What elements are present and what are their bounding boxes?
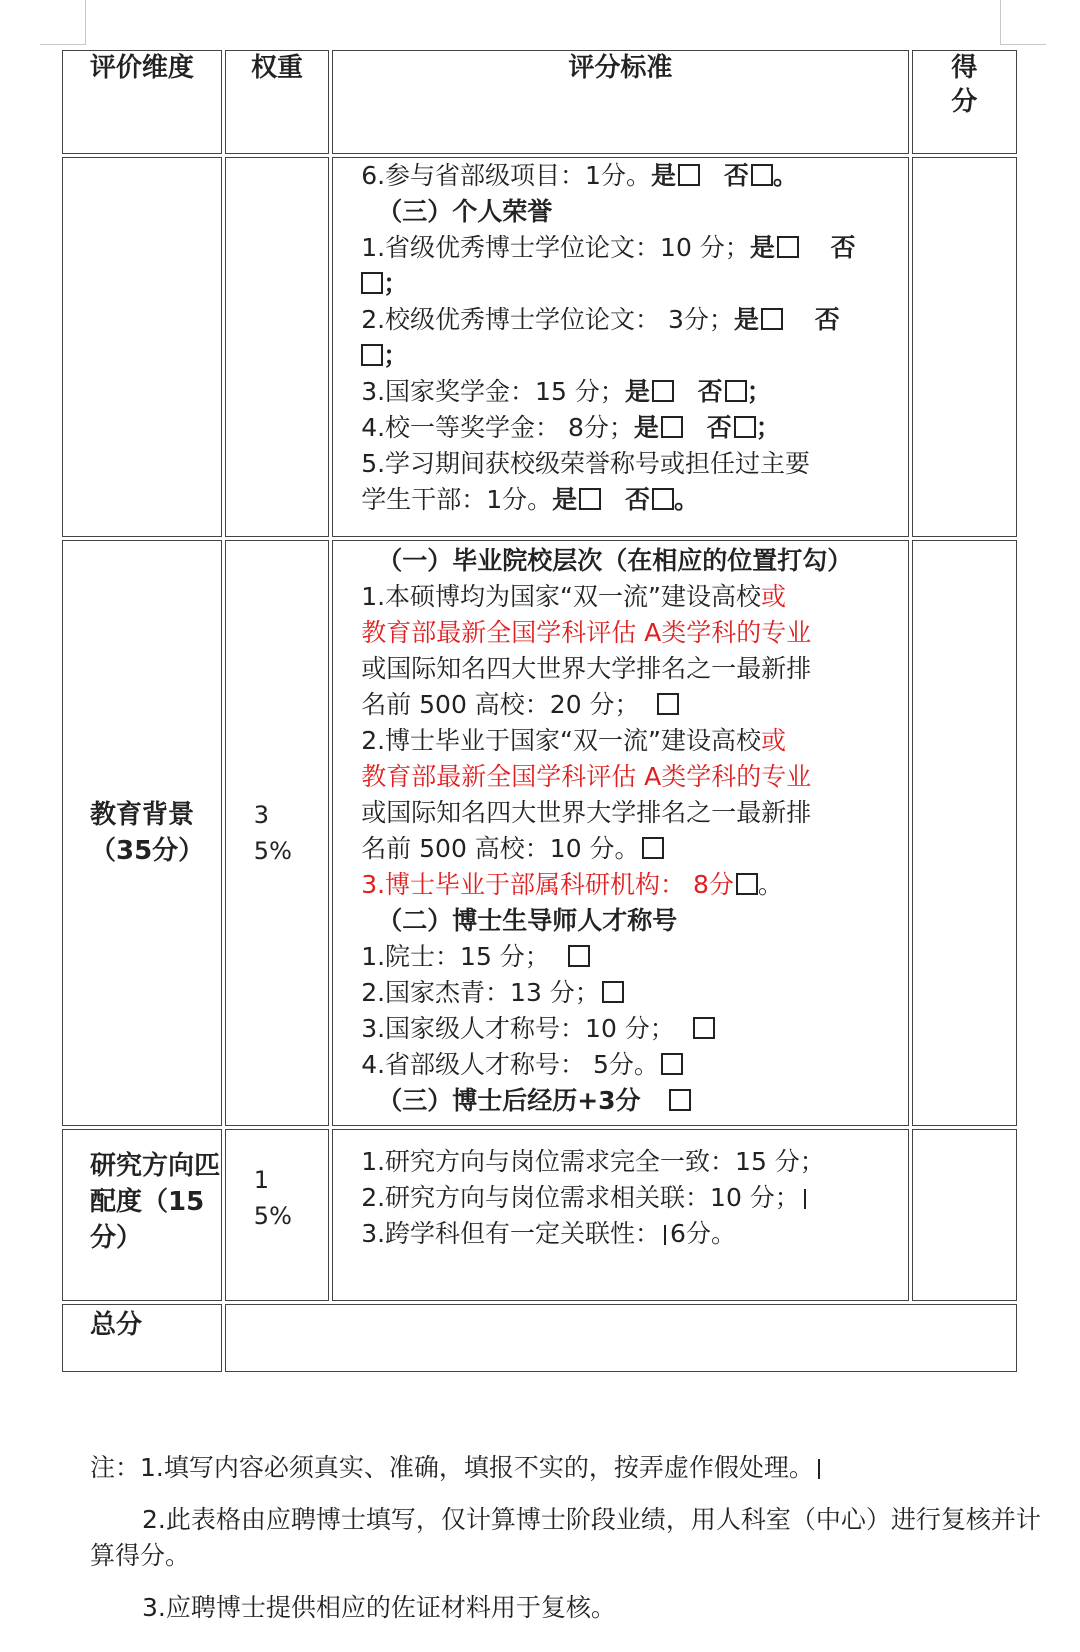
section-heading: （二）博士生导师人才称号 — [377, 906, 678, 935]
table-row-honors — [62, 157, 1017, 537]
weight-cell-education: 35% — [225, 540, 329, 1126]
header-weight: 权重 — [225, 50, 329, 154]
criteria-line: 3.跨学科但有一定关联性： 6分。 — [361, 1219, 736, 1248]
dimension-cell-research: 研究方向匹配度（15分） — [62, 1129, 222, 1301]
criteria-line: 3.博士毕业于部属科研机构： 8分 。 — [361, 870, 783, 899]
criteria-line: 名前 500 高校：10 分。 — [361, 831, 893, 867]
checkbox[interactable] — [734, 416, 756, 438]
criteria-line: ； — [361, 338, 893, 374]
note-1: 注：1.填写内容必须真实、准确，填报不实的，按弄虚作假处理。 — [90, 1450, 1050, 1486]
criteria-line: 或国际知名四大世界大学排名之一最新排 — [361, 654, 812, 683]
crop-mark-right — [1000, 0, 1046, 45]
header-score: 得分 — [912, 50, 1017, 154]
criteria-cell-research — [332, 1129, 908, 1301]
criteria-line: 或国际知名四大世界大学排名之一最新排 — [361, 798, 812, 827]
score-cell[interactable] — [912, 540, 1017, 1126]
checkbox[interactable] — [661, 416, 683, 438]
checkbox[interactable] — [602, 981, 624, 1003]
checkbox[interactable] — [361, 344, 383, 366]
header-criteria: 评分标准 — [332, 50, 908, 154]
criteria-line: 4.校一等奖学金： 8分；是 否 ； — [361, 413, 781, 442]
total-score-cell[interactable] — [225, 1304, 1017, 1372]
criteria-line: 教育部最新全国学科评估 A类学科的专业 — [361, 618, 812, 647]
weight-cell-research: 15% — [225, 1129, 329, 1301]
table-row-research — [62, 1129, 1017, 1301]
cursor-mark — [664, 1225, 666, 1245]
table-row-education — [62, 540, 1017, 1126]
note-3: 3.应聘博士提供相应的佐证材料用于复核。 — [142, 1593, 616, 1622]
evaluation-table — [59, 47, 1020, 1375]
checkbox[interactable] — [579, 488, 601, 510]
section-heading: （一）毕业院校层次（在相应的位置打勾） — [377, 546, 853, 575]
criteria-line: 2.校级优秀博士学位论文： 3分；是 否 — [361, 305, 840, 334]
checkbox[interactable] — [661, 1053, 683, 1075]
criteria-line: 1.省级优秀博士学位论文：10 分；是 否 — [361, 233, 856, 262]
section-heading: （三）个人荣誉 — [377, 197, 553, 226]
checkbox[interactable] — [568, 945, 590, 967]
criteria-line: 2.博士毕业于国家“双一流”建设高校或 — [361, 726, 786, 755]
criteria-line: 2.研究方向与岗位需求相关联：10 分； — [361, 1180, 893, 1216]
criteria-line: 4.省部级人才称号： 5分。 — [361, 1047, 893, 1083]
criteria-line: 1.研究方向与岗位需求完全一致：15 分； — [361, 1147, 825, 1176]
cursor-mark — [804, 1189, 806, 1209]
criteria-line: 3.国家级人才称号：10 分； — [361, 1011, 893, 1047]
criteria-line: 2.国家杰青：13 分； — [361, 975, 893, 1011]
score-cell[interactable] — [912, 157, 1017, 537]
checkbox[interactable] — [725, 380, 747, 402]
criteria-line: ； — [361, 266, 893, 302]
checkbox[interactable] — [751, 164, 773, 186]
checkbox[interactable] — [693, 1017, 715, 1039]
checkbox[interactable] — [669, 1089, 691, 1111]
checkbox[interactable] — [361, 272, 383, 294]
criteria-line: 教育部最新全国学科评估 A类学科的专业 — [361, 762, 812, 791]
checkbox[interactable] — [736, 873, 758, 895]
criteria-line: 1.院士：15 分； — [361, 939, 893, 975]
dimension-cell-empty — [62, 157, 222, 537]
score-cell[interactable] — [912, 1129, 1017, 1301]
dimension-cell-education: 教育背景（35分） — [62, 540, 222, 1126]
checkbox[interactable] — [761, 308, 783, 330]
criteria-line: 3.国家奖学金：15 分；是 否 ； — [361, 377, 772, 406]
checkbox[interactable] — [657, 693, 679, 715]
header-row — [62, 50, 1017, 154]
cursor-mark — [818, 1459, 820, 1479]
checkbox[interactable] — [652, 488, 674, 510]
criteria-cell-education — [332, 540, 908, 1126]
checkbox[interactable] — [652, 380, 674, 402]
criteria-cell-honors — [332, 157, 908, 537]
total-label-cell: 总分 — [62, 1304, 222, 1372]
header-dimension: 评价维度 — [62, 50, 222, 154]
checkbox[interactable] — [642, 837, 664, 859]
checkbox[interactable] — [777, 236, 799, 258]
criteria-line: 名前 500 高校：20 分； — [361, 687, 893, 723]
weight-cell-empty — [225, 157, 329, 537]
notes — [90, 1450, 1050, 1642]
criteria-line: 学生干部：1分。是 否 。 — [361, 485, 699, 514]
criteria-line: 5.学习期间获校级荣誉称号或担任过主要 — [361, 449, 811, 478]
checkbox[interactable] — [678, 164, 700, 186]
note-2: 2.此表格由应聘博士填写，仅计算博士阶段业绩，用人科室（中心）进行复核并计算得分。 — [90, 1505, 1041, 1570]
crop-mark-left — [40, 0, 86, 45]
section-heading: （三）博士后经历+3分 — [361, 1083, 893, 1119]
criteria-line: 1.本硕博均为国家“双一流”建设高校或 — [361, 582, 786, 611]
table-row-total — [62, 1304, 1017, 1372]
criteria-line: 6.参与省部级项目：1分。是 否 。 — [361, 161, 798, 190]
